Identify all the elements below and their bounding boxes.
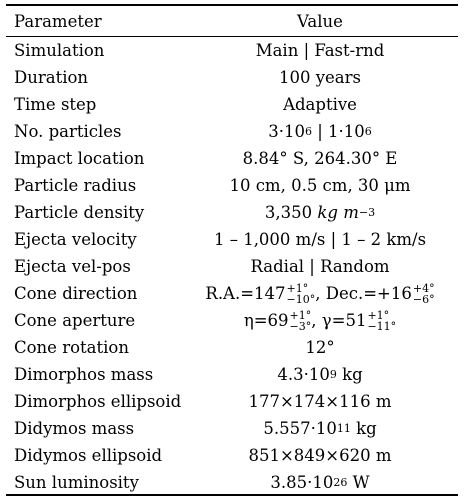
table-header bbox=[0, 6, 474, 36]
value-cell: 3,350 kg m −3 bbox=[264, 203, 376, 222]
value-cell: 4.3·10 9 kg bbox=[277, 365, 363, 384]
value-cell bbox=[181, 307, 459, 334]
value-cell: 10 cm, 0.5 cm, 30 μm bbox=[229, 176, 411, 195]
value-cell: 5.557·10 11 kg bbox=[263, 419, 377, 438]
value-cell: Radial | Random bbox=[250, 257, 390, 276]
lower-bound: −11° bbox=[367, 319, 397, 333]
upper-bound: +4° bbox=[412, 281, 435, 295]
table-row bbox=[0, 253, 474, 280]
table-row bbox=[0, 415, 474, 442]
param-cell: Simulation bbox=[14, 41, 105, 60]
upper-bound: +1° bbox=[367, 308, 390, 322]
value-unit: kg bbox=[350, 419, 377, 438]
value-part: 1·10 bbox=[328, 122, 365, 141]
param-cell: Cone direction bbox=[14, 284, 138, 303]
param-cell: No. particles bbox=[14, 122, 122, 141]
table-row bbox=[0, 388, 474, 415]
table-row bbox=[0, 37, 474, 64]
table-row bbox=[0, 442, 474, 469]
table-row bbox=[0, 145, 474, 172]
value-cell: 12° bbox=[305, 338, 335, 357]
param-cell: Cone aperture bbox=[14, 311, 136, 330]
value-unit: kg bbox=[317, 203, 338, 222]
value-part: R.A.=147 bbox=[205, 284, 286, 303]
table-row bbox=[0, 469, 474, 496]
table-row bbox=[0, 280, 474, 307]
uncertainty-stack bbox=[290, 310, 312, 332]
upper-bound: +1° bbox=[289, 308, 312, 322]
value-cell: 8.84° S, 264.30° E bbox=[242, 149, 398, 168]
table-row bbox=[0, 172, 474, 199]
table-row bbox=[0, 91, 474, 118]
value-cell: 100 years bbox=[278, 68, 362, 87]
value-cell: 1 – 1,000 m/s | 1 – 2 km/s bbox=[213, 230, 427, 249]
param-cell: Particle radius bbox=[14, 176, 137, 195]
param-cell: Cone rotation bbox=[14, 338, 129, 357]
param-cell: Dimorphos ellipsoid bbox=[14, 392, 182, 411]
table-row bbox=[0, 226, 474, 253]
header-value: Value bbox=[297, 11, 343, 31]
value-cell: Main | Fast-rnd bbox=[255, 41, 385, 60]
uncertainty-stack bbox=[367, 310, 396, 332]
table-row bbox=[0, 334, 474, 361]
param-cell: Impact location bbox=[14, 149, 145, 168]
value-cell bbox=[181, 280, 459, 307]
param-cell: Particle density bbox=[14, 203, 145, 222]
table-row bbox=[0, 307, 474, 334]
value-part: η=69 bbox=[243, 311, 289, 330]
value-unit: kg bbox=[336, 365, 363, 384]
value-cell: 3.85·10 26 W bbox=[270, 473, 370, 492]
param-cell: Ejecta velocity bbox=[14, 230, 137, 249]
param-cell: Ejecta vel-pos bbox=[14, 257, 131, 276]
value-unit: m bbox=[337, 203, 359, 222]
lower-bound: −10° bbox=[286, 292, 316, 306]
value-part: | bbox=[311, 122, 329, 141]
value-part: 4.3·10 bbox=[277, 365, 330, 384]
value-cell: 3·10 6 | 1·10 6 bbox=[268, 122, 372, 141]
uncertainty-stack bbox=[413, 283, 435, 305]
value-cell: 177×174×116 m bbox=[248, 392, 392, 411]
value-part: 5.557·10 bbox=[263, 419, 337, 438]
value-part: 3,350 bbox=[264, 203, 318, 222]
table-row bbox=[0, 118, 474, 145]
uncertainty-stack bbox=[287, 283, 316, 305]
table-row bbox=[0, 199, 474, 226]
param-cell: Didymos ellipsoid bbox=[14, 446, 163, 465]
table-row bbox=[0, 361, 474, 388]
lower-bound: −3° bbox=[289, 319, 312, 333]
param-cell: Sun luminosity bbox=[14, 473, 139, 492]
table-row bbox=[0, 64, 474, 91]
param-cell: Didymos mass bbox=[14, 419, 135, 438]
value-unit: W bbox=[347, 473, 370, 492]
param-cell: Time step bbox=[14, 95, 97, 114]
value-part: , γ=51 bbox=[311, 311, 367, 330]
value-part: , Dec.=+16 bbox=[315, 284, 412, 303]
value-part: 3.85·10 bbox=[270, 473, 334, 492]
upper-bound: +1° bbox=[286, 281, 309, 295]
value-part: 3·10 bbox=[268, 122, 305, 141]
bottom-rule bbox=[6, 494, 458, 496]
table-body bbox=[0, 37, 474, 496]
param-cell: Dimorphos mass bbox=[14, 365, 154, 384]
value-cell: Adaptive bbox=[283, 95, 357, 114]
header-parameter: Parameter bbox=[14, 11, 102, 31]
param-cell: Duration bbox=[14, 68, 89, 87]
lower-bound: −6° bbox=[412, 292, 435, 306]
value-cell: 851×849×620 m bbox=[248, 446, 392, 465]
